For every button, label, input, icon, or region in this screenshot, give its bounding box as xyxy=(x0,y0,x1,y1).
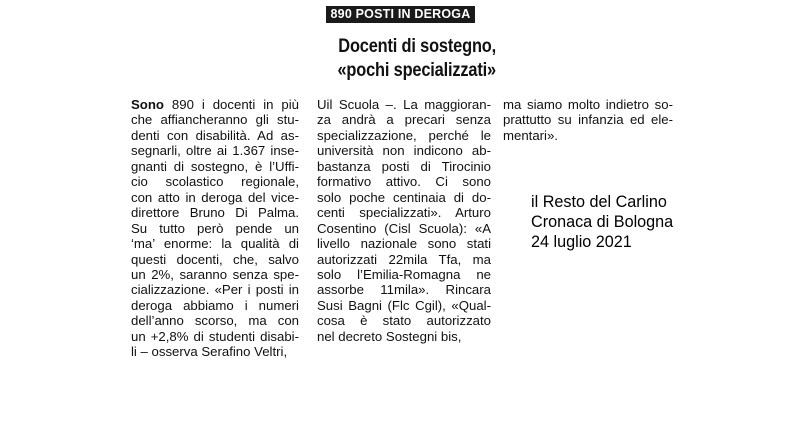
source-credit xyxy=(531,192,673,252)
source-date: 24 luglio 2021 xyxy=(531,233,632,251)
column-line: direttore Bruno Di Palma. xyxy=(131,205,299,221)
column-line: Cosentino (Cisl Scuola): «A xyxy=(317,220,491,236)
column-line: questi docenti, che, salvo xyxy=(131,251,299,267)
column-line: un +2,8% di studenti disabi- xyxy=(131,328,299,344)
column-line: assorbe 11mila». Rincara xyxy=(317,282,491,298)
source-section: Cronaca di Bologna xyxy=(531,213,674,231)
column-line: ‘ma’ enorme: la qualità di xyxy=(131,236,299,252)
column-line: Uil Scuola –. La maggioran- xyxy=(317,97,491,112)
column-line: livello nazionale sono stati xyxy=(317,236,491,252)
column-line: deroga abbiamo i numeri xyxy=(131,297,299,313)
column-line: un 2%, saranno senza spe- xyxy=(131,266,299,282)
column-line: cosa è stato autorizzato xyxy=(317,313,491,329)
headline-line-2: «pochi specializzati» xyxy=(337,59,496,81)
column-line: università non indicono ab- xyxy=(317,143,491,159)
column-line: denti con disabilità. Ad as- xyxy=(131,127,299,143)
column-line: segnarli, oltre ai 1.367 inse- xyxy=(131,143,299,159)
column-line: Susi Bagni (Flc Cgil), «Qual- xyxy=(317,297,491,313)
article-column-2 xyxy=(317,97,491,344)
headline-line-1: Docenti di sostegno, xyxy=(338,35,496,57)
column-line: che affiancheranno gli stu- xyxy=(131,112,299,128)
column-line: cializzazione. «Per i posti in xyxy=(131,282,299,298)
column-line: prattutto su infanzia ed ele- xyxy=(503,112,673,128)
first-line-text: 890 i docenti in più xyxy=(163,97,299,112)
column-line: nel decreto Sostegni bis, xyxy=(317,328,462,344)
article-headline xyxy=(289,34,496,82)
column-line: gnanti di sostegno, è l’Uffi- xyxy=(131,158,299,174)
column-line: solo poche centinaia di do- xyxy=(317,189,491,205)
article-kicker: 890 POSTI IN DEROGA xyxy=(326,6,475,23)
column-line: ma siamo molto indietro so- xyxy=(503,97,673,112)
column-line xyxy=(131,97,299,112)
article-column-1 xyxy=(131,97,299,360)
column-line: dell’anno scorso, ma con xyxy=(131,313,299,329)
column-line: centi specializzati». Arturo xyxy=(317,205,491,221)
column-line: autorizzati 22mila Tfa, ma xyxy=(317,251,491,267)
column-line: formativo attivo. Ci sono xyxy=(317,174,491,190)
column-line: con atto in deroga del vice- xyxy=(131,189,299,205)
column-line: bastanza posti di Tirocinio xyxy=(317,158,491,174)
article-column-3 xyxy=(503,97,673,143)
column-line: za andrà a precari senza xyxy=(317,112,491,128)
source-newspaper: il Resto del Carlino xyxy=(531,193,667,211)
column-line: Su tutto però pende un xyxy=(131,220,299,236)
column-line: cio scolastico regionale, xyxy=(131,174,299,190)
column-line: mentari». xyxy=(503,127,558,143)
lead-word: Sono xyxy=(131,97,164,112)
column-line: solo l’Emilia-Romagna ne xyxy=(317,266,491,282)
column-line: li – osserva Serafino Veltri, xyxy=(131,344,288,360)
column-line: specializzazione, perché le xyxy=(317,127,491,143)
